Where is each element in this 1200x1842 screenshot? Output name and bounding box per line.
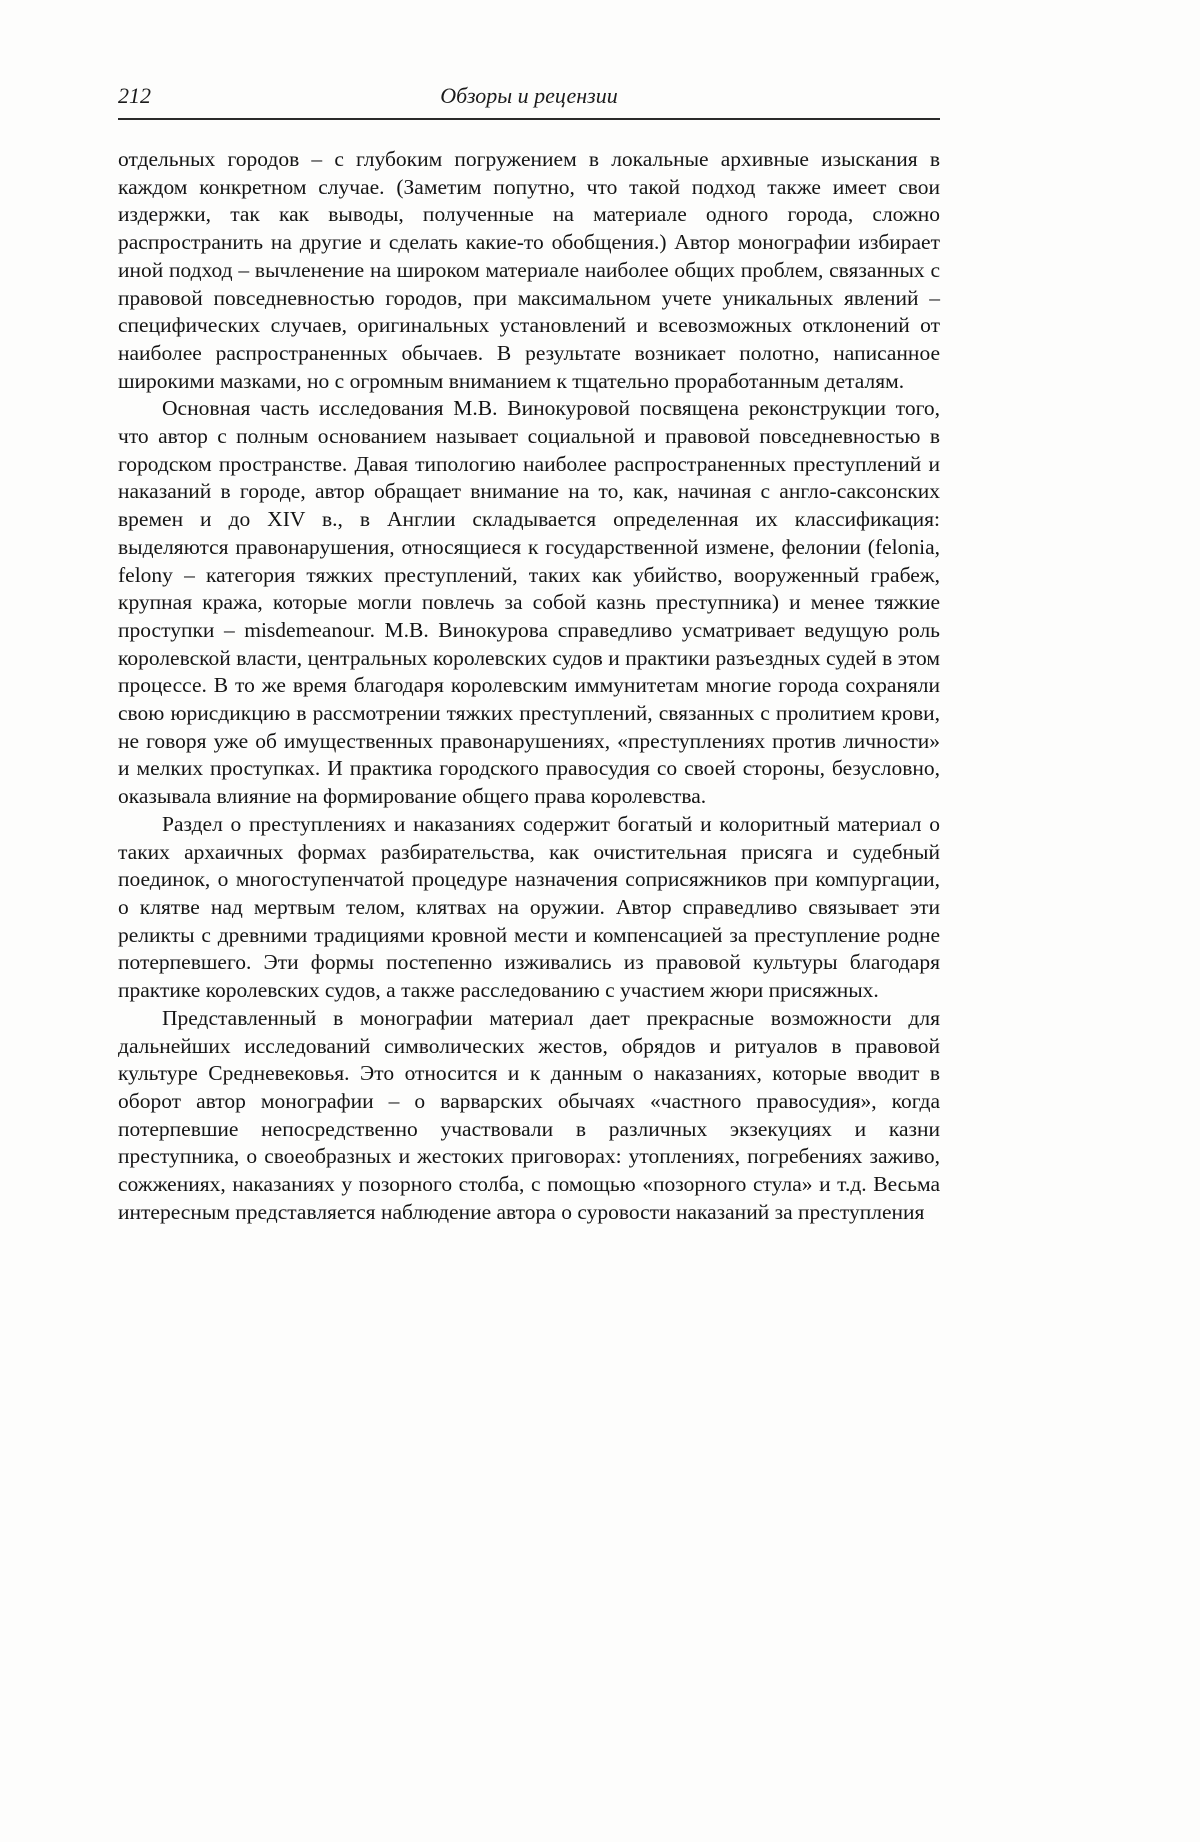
page-content — [118, 82, 940, 1226]
paragraph-1: отдельных городов – с глубоким погружением в локальные архивные изыскания в каждом конкретном случае. (Заметим попутно, что такой подход также имеет свои издержки, так как выводы, полученные на материале одного города, сложно распространить на другие и сделать какие-то обобщения.) Автор монографии избирает иной подход – вычленение на широком материале наиболее общих проблем, связанных с правовой повседневностью городов, при максимальном учете уникальных явлений – специфических случаев, оригинальных установлений и всевозможных отклонений от наиболее распространенных обычаев. В результате возникает полотно, написанное широкими мазками, но с огромным вниманием к тщательно проработанным деталям. — [118, 147, 940, 393]
paragraph-3: Раздел о преступлениях и наказаниях содержит богатый и колоритный материал о таких архаичных формах разбирательства, как очистительная присяга и судебный поединок, о многоступенчатой процедуре назначения соприсяжников при компургации, о клятве над мертвым телом, клятвах на оружии. Автор справедливо связывает эти реликты с древними традициями кровной мести и компенсацией за преступление родне потерпевшего. Эти формы постепенно изживались из правовой культуры благодаря практике королевских судов, а также расследованию с участием жюри присяжных. — [118, 811, 940, 1003]
header-rule — [118, 118, 940, 120]
paragraph-2: Основная часть исследования М.В. Винокуровой посвящена реконструкции того, что автор с полным основанием называет социальной и правовой повседневностью в городском пространстве. Давая типологию наиболее распространенных преступлений и наказаний в городе, автор обращает внимание на то, как, начиная с англо-саксонских времен и до XIV в., в Англии складывается определенная их классификация: выделяются правонарушения, относящиеся к государственной измене, фелонии (felonia, felony – категория тяжких преступлений, таких как убийство, вооруженный грабеж, крупная кража, которые могли повлечь за собой казнь преступника) и менее тяжкие проступки – misdemeanour. М.В. Винокурова справедливо усматривает ведущую роль королевской власти, центральных королевских судов и практики разъездных судей в этом процессе. В то же время благодаря королевским иммунитетам многие города сохраняли свою юрисдикцию в рассмотрении тяжких преступлений, связанных с пролитием крови, не говоря уже об имущественных правонарушениях, «преступлениях против личности» и мелких проступках. И практика городского правосудия со своей стороны, безусловно, оказывала влияние на формирование общего права королевства. — [118, 396, 940, 809]
page-header — [118, 82, 940, 114]
page-number: 212 — [118, 83, 151, 108]
paragraph-4: Представленный в монографии материал дает прекрасные возможности для дальнейших исследований символических жестов, обрядов и ритуалов в правовой культуре Средневековья. Это относится и к данным о наказаниях, которые вводит в оборот автор монографии – о варварских обычаях «частного правосудия», когда потерпевшие непосредственно участвовали в различных экзекуциях и казни преступника, о своеобразных и жестоких приговорах: утоплениях, погребениях заживо, сожжениях, наказаниях у позорного столба, с помощью «позорного стула» и т.д. Весьма интересным представляется наблюдение автора о суровости наказаний за преступления — [118, 1005, 940, 1224]
body-text — [118, 146, 940, 1226]
running-title: Обзоры и рецензии — [440, 83, 618, 108]
